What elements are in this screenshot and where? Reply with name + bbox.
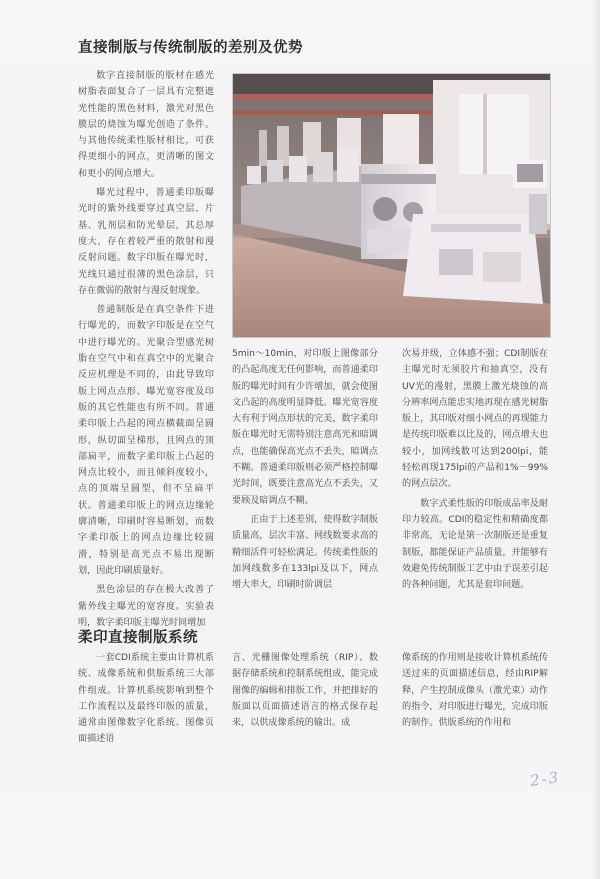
section2-column-2 (232, 650, 378, 731)
printing-press-illustration (233, 74, 550, 337)
section1-column-3 (402, 346, 548, 593)
page-edge-shadow (592, 0, 600, 879)
printing-press-photo (232, 73, 551, 338)
paragraph: 曝光过程中，普通柔印版曝光时的紫外线要穿过真空层、片基、乳剂层和防光晕层，其总厚度大，存在着较严重的散射和漫反射问题。数字印版在曝光时，光线只通过很薄的黑色涂层，只存在微弱的散射与漫反射现象。 (78, 188, 214, 296)
paragraph: 次易并级，立体感不强；CDI制版在主曝光时无须胶片和抽真空，没有UV光的漫射，黑膜上激光烧蚀的高分辨率网点能忠实地再现在感光树脂版上，其印版对细小网点的再现能力是传统印版难以比及的，网点增大也较小，加网线数可达到200lpi，能轻松再现175lpi的产品和1%－99%的网点层次。 (402, 349, 548, 490)
paragraph: 言、光栅图像处理系统（RIP）、数据存储系统和控制系统组成，能完成图像的编辑和排版工作，并把排好的版面以页面描述语言的格式保存起来，以供成像系统的输出。成 (232, 653, 378, 729)
paragraph: 数字直接制版的版材在感光树脂表面复合了一层具有完整遮光性能的黑色材料，激光对黑色膜层的烧蚀为曝光创造了条件。与其他传统柔性版材相比，可获得更细小的网点，更清晰的图文和更小的网点增大。 (78, 71, 214, 179)
handwritten-page-mark: 2-3 (528, 767, 562, 791)
paragraph: 普通制版是在真空条件下进行曝光的，而数字印版是在空气中进行曝光的。光聚合型感光树脂在空气中和在真空中的光聚合反应机理是不同的，由此导致印版上网点点形、曝光宽容度及印版的其它性能也有所不同。普通柔印版上凸起的网点横截面呈圆形，纵切面呈梯形，且网点的顶部扁平，而数字柔印版上凸起的网点比较小，而且倾斜度较小，点的顶端呈圆型，但不呈扁平状。普通柔印版上的网点边缘轮廓清晰，印刷时容易断划，而数字柔印版上的网点边缘比较圆滑，特别是高光点不易出现断划，因此印刷质量好。 (78, 305, 214, 576)
section2-column-1 (78, 650, 214, 748)
paragraph: 5min～10min，对印版上图像部分的凸起高度无任何影响，而普通柔印版的曝光时间有少许增加，就会使图文凸起的高度明显降低。曝光宽容度大有利于网点形状的完美，数字柔印版在曝光时无需特别注意高光和暗调点，也能确保高光点不丢失，暗调点不糊。普通柔印版则必须严格控制曝光时间，既要注意高光点不丢失，又要顾及暗调点不糊。 (232, 349, 378, 506)
paragraph: 像系统的作用则是接收计算机系统传送过来的页面描述信息，经由RIP解释，产生控制成像头（激光束）动作的指令，对印版进行曝光，完成印版的制作。供版系统的作用和 (402, 653, 548, 729)
section-title-direct-platemaking: 直接制版与传统制版的差别及优势 (78, 40, 303, 56)
paragraph: 黑色涂层的存在极大改善了紫外线主曝光的宽容度。实验表明，数字柔印版主曝光时间增加 (78, 585, 214, 628)
paragraph: 正由于上述差别，使得数字制版质量高，层次丰富、网线数要求高的精细活件可轻松满足。传统柔性版的加网线数多在133lpi及以下，网点增大率大，印刷时阶调层 (232, 514, 378, 591)
section1-column-1 (78, 68, 214, 631)
paragraph: 一套CDI系统主要由计算机系统、成像系统和供版系统三大部件组成。计算机系统影响到整个工作流程以及最终印版的质量，通常由图像数字化系统、图像页面描述语 (78, 653, 214, 745)
section-title-flexo-ctp-system: 柔印直接制版系统 (78, 630, 198, 646)
paragraph: 数字式柔性版的印版成品率及耐印力较高。CDI的稳定性和精确度都非常高，无论是第一次制版还是重复制版，都能保证产品质量，并能够有效避免传统制版工艺中由于误差引起的各种问题，尤其是套印问题。 (402, 498, 548, 591)
section2-column-3 (402, 650, 548, 731)
section1-column-2 (232, 346, 378, 593)
